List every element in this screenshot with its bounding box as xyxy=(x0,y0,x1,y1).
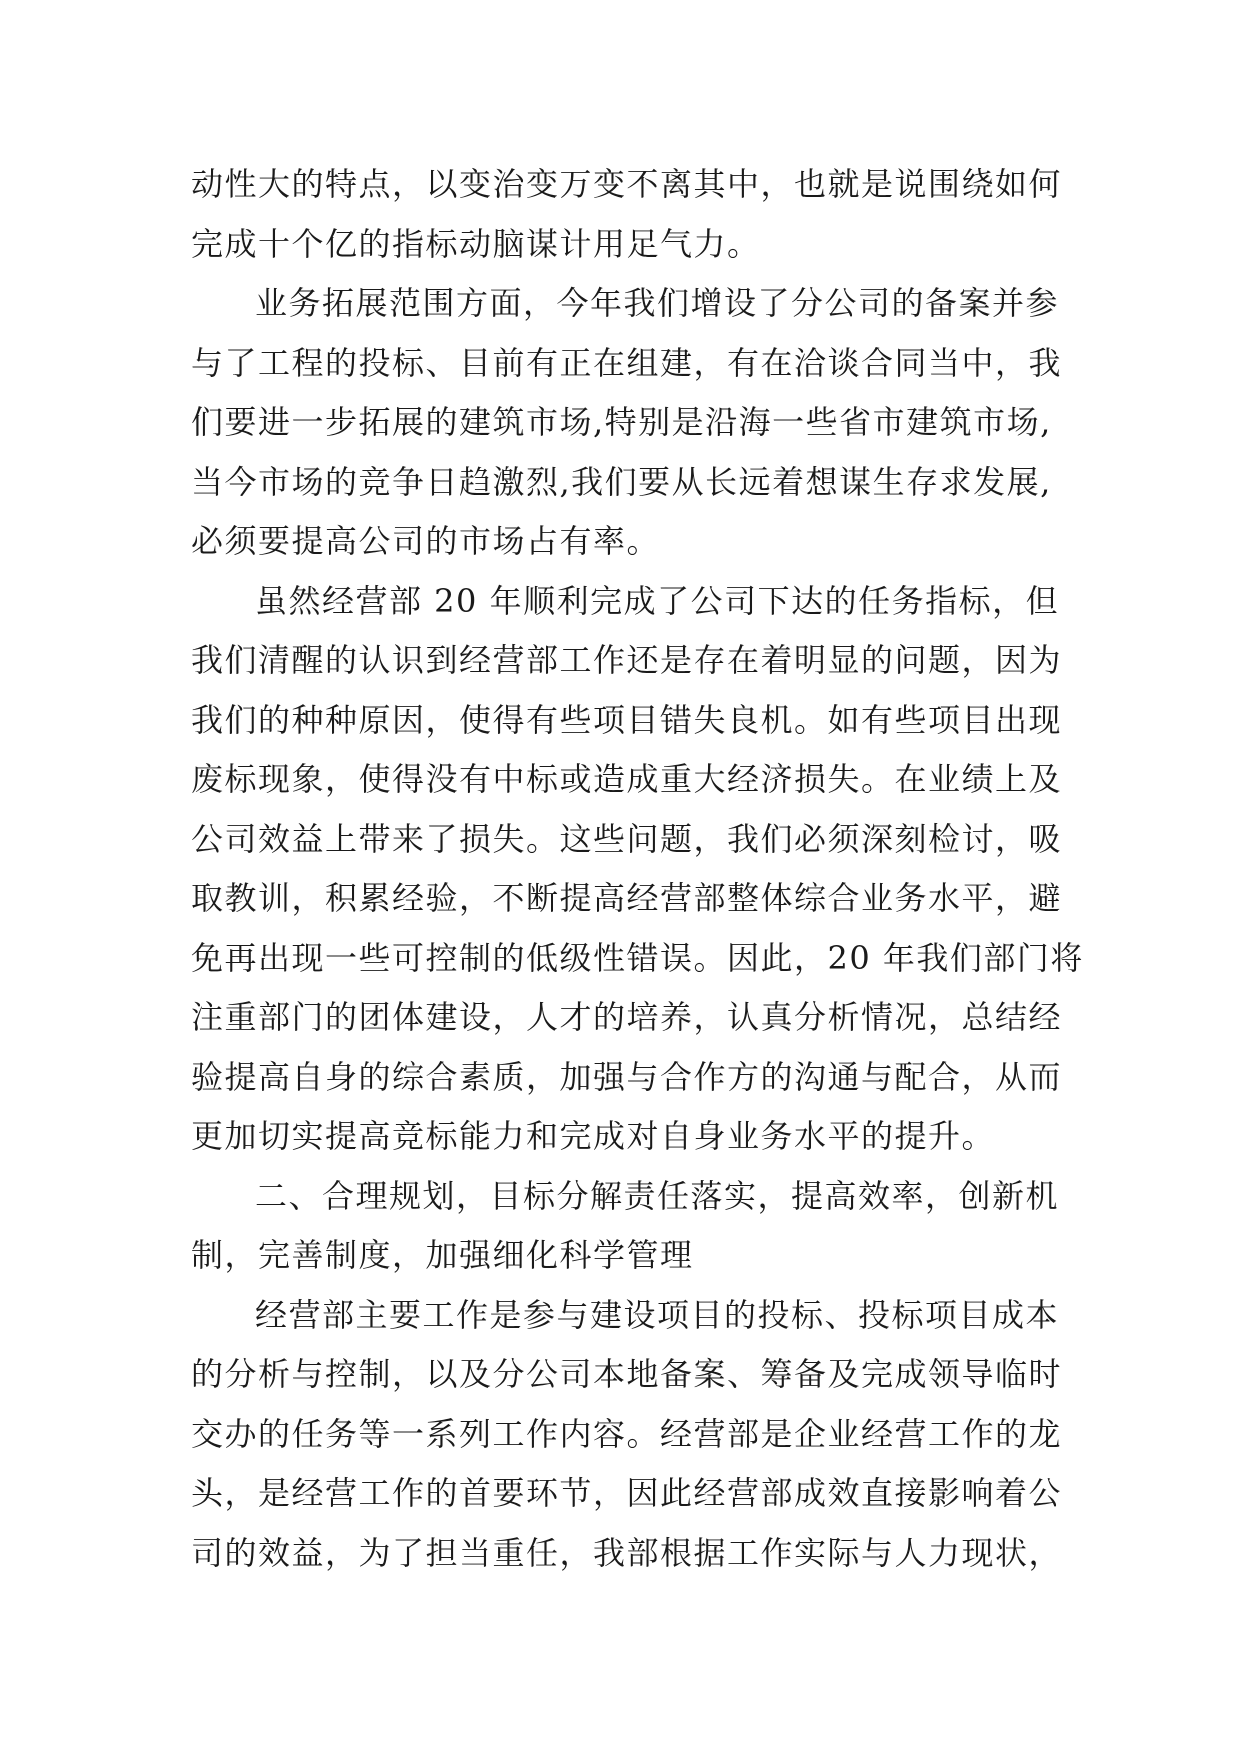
paragraph-start-line: 经营部主要工作是参与建设项目的投标、投标项目成本 xyxy=(255,1295,1060,1334)
text-line: 验提高自身的综合素质，加强与合作方的沟通与配合，从而 xyxy=(191,1057,1063,1096)
text-line: 必须要提高公司的市场占有率。 xyxy=(191,522,661,560)
text-line: 免再出现一些可控制的低级性错误。因此，20 年我们部门将 xyxy=(191,938,1084,977)
text-line: 当今市场的竞争日趋激烈,我们要从长远着想谋生存求发展, xyxy=(191,462,1052,501)
section-heading-line: 二、合理规划，目标分解责任落实，提高效率，创新机 xyxy=(255,1176,1060,1215)
text-line: 头，是经营工作的首要环节，因此经营部成效直接影响着公 xyxy=(191,1474,1063,1512)
text-line: 公司效益上带来了损失。这些问题，我们必须深刻检讨，吸 xyxy=(191,819,1063,858)
text-line: 注重部门的团体建设，人才的培养，认真分析情况，总结经 xyxy=(191,998,1063,1036)
text-line: 司的效益，为了担当重任，我部根据工作实际与人力现状， xyxy=(191,1533,1063,1572)
text-line: 我们的种种原因，使得有些项目错失良机。如有些项目出现 xyxy=(191,700,1063,739)
text-line: 们要进一步拓展的建筑市场,特别是沿海一些省市建筑市场, xyxy=(191,403,1052,441)
text-line: 完成十个亿的指标动脑谋计用足气力。 xyxy=(191,224,761,263)
document-body xyxy=(191,155,1084,1583)
text-line: 取教训，积累经验，不断提高经营部整体综合业务水平，避 xyxy=(191,879,1063,917)
text-line: 更加切实提高竞标能力和完成对自身业务水平的提升。 xyxy=(191,1117,996,1155)
text-line: 交办的任务等一系列工作内容。经营部是企业经营工作的龙 xyxy=(191,1414,1063,1453)
text-line: 的分析与控制，以及分公司本地备案、筹备及完成领导临时 xyxy=(191,1355,1063,1393)
text-line: 与了工程的投标、目前有正在组建，有在洽谈合同当中，我 xyxy=(191,343,1063,382)
paragraph-start-line: 业务拓展范围方面，今年我们增设了分公司的备案并参 xyxy=(255,284,1060,322)
section-heading-line: 制，完善制度，加强细化科学管理 xyxy=(191,1236,694,1274)
text-line: 废标现象，使得没有中标或造成重大经济损失。在业绩上及 xyxy=(191,760,1063,798)
text-line: 动性大的特点，以变治变万变不离其中，也就是说围绕如何 xyxy=(191,165,1063,203)
paragraph-start-line: 虽然经营部 20 年顺利完成了公司下达的任务指标，但 xyxy=(255,581,1060,620)
text-line: 我们清醒的认识到经营部工作还是存在着明显的问题，因为 xyxy=(191,641,1063,679)
